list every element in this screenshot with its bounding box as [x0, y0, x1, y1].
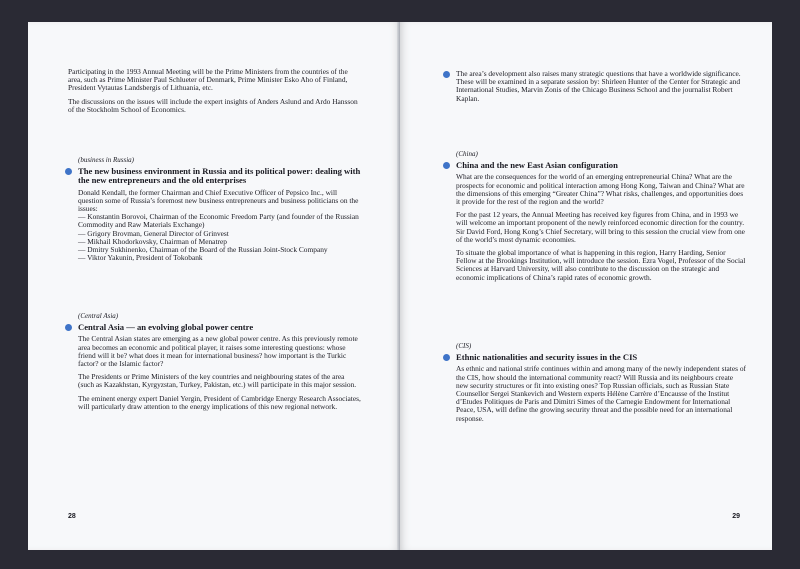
section-tag: (business in Russia) — [78, 156, 134, 164]
central-asia-section — [78, 312, 362, 411]
booklet-spread — [28, 22, 772, 550]
section-heading — [456, 161, 746, 170]
participants-list — [78, 213, 362, 262]
section-heading — [78, 167, 362, 185]
bullet-icon — [443, 354, 450, 361]
page-number: 29 — [732, 513, 740, 520]
section-tag: (China) — [456, 150, 478, 158]
section-heading — [456, 353, 746, 362]
cis-section — [456, 342, 746, 423]
paragraph: The eminent energy expert Daniel Yergin, President of Cambridge Energy Research Associates, will particularly draw attention to the energy implications of this new regional network. — [78, 393, 361, 411]
page-number: 28 — [68, 513, 76, 520]
participant-item: — Konstantin Borovoi, Chairman of the Economic Freedom Party (and founder of the Russian Commodity and Raw Materials Exchange) — [78, 212, 359, 230]
section-tag: (CIS) — [456, 342, 472, 350]
paragraph: The Central Asian states are emerging as a new global power centre. As this previously remote area becomes an economic and political player, it raises some interesting questions: whose friend will it be? what does it mean for international business? how important is the Turkic factor? or the Islamic factor? — [78, 334, 358, 369]
participant-item: — Viktor Yakunin, President of Tokobank — [78, 253, 203, 263]
bullet-icon — [443, 71, 450, 78]
right-page — [400, 22, 772, 550]
section-heading-text: The new business environment in Russia and its political power: dealing with the new entrepreneurs and the old enterprises — [78, 166, 361, 186]
paragraph: To situate the global importance of what is happening in this region, Harry Harding, Senior Fellow at the Brookings Institution, will introduce the session. Ezra Vogel, Professor of the Social Sciences at Harvard University, will also contribute to the discussion on the strategic and economic implications of China’s rapid rates of economic growth. — [456, 248, 746, 282]
left-intro — [68, 68, 358, 114]
russia-section — [78, 156, 362, 262]
section-heading-text: Central Asia — an evolving global power centre — [78, 322, 254, 333]
left-page — [28, 22, 400, 550]
bullet-icon — [65, 168, 72, 175]
intro-paragraph-text: The area’s development also raises many strategic questions that have a worldwide significance. These will be examined in a separate session by: Shirleen Hunter of the Center for Strategic and International Studies, Marvin Zonis of the Chicago Business School and the journalist Robert Kaplan. — [456, 69, 741, 103]
section-intro: Donald Kendall, the former Chairman and Chief Executive Officer of Pepsico Inc., will question some of Russia’s foremost new business entrepreneurs and business politicians on the issues: — [78, 187, 359, 214]
participant-item: — Dmitry Sukhinenko, Chairman of the Board of the Russian Joint-Stock Company — [78, 245, 328, 255]
bullet-icon — [443, 162, 450, 169]
right-intro — [456, 70, 746, 103]
participant-item: — Grigory Brovman, General Director of Grinvest — [78, 228, 229, 238]
section-heading — [78, 323, 362, 332]
section-tag: (Central Asia) — [78, 312, 119, 320]
section-heading-text: Ethnic nationalities and security issues in the CIS — [456, 352, 638, 363]
section-heading-text: China and the new East Asian configuration — [456, 160, 618, 171]
paragraph: The Presidents or Prime Ministers of the key countries and neighbouring states of the area (such as Kazakhstan, Kyrgyzstan, Turkey, Pakistan, etc.) will participate in this major session. — [78, 372, 357, 390]
china-section — [456, 150, 746, 282]
participant-item: — Mikhail Khodorkovsky, Chairman of Menatrep — [78, 236, 227, 246]
intro-paragraph — [456, 70, 746, 103]
intro-paragraph-1: Participating in the 1993 Annual Meeting will be the Prime Ministers from the countries of the area, such as Prime Minister Paul Schlueter of Denmark, Prime Minister Esko Aho of Finland, President Vytautas Landsbergis of Lithuania, etc. — [68, 67, 348, 93]
bullet-icon — [65, 324, 72, 331]
paragraph: What are the consequences for the world of an emerging entrepreneurial China? What are the prospects for economic and political interaction among Hong Kong, Taiwan and China? What are the dimensions of this emerging “Greater China”? What risks, challenges, and opportunities does it provide for the rest of the region and the world? — [456, 172, 745, 207]
paragraph: As ethnic and national strife continues within and among many of the newly independent states of the CIS, how should the international community react? Will Russia and its neighbours create new security structures or fit into existing ones? Top Russian officials, such as Russian State Counsellor Sergei Stankevich and Western experts Hélène Carrère d’Encausse of the Institut d’Etudes Politiques de Paris and Dimitri Simes of the Carnegie Endowment for International Peace, USA, will define the growing security threat and the possible need for an international response. — [456, 364, 747, 423]
paragraph: For the past 12 years, the Annual Meeting has received key figures from China, and in 1993 we will welcome an important proponent of the newly reinforced economic direction for the country. Sir David Ford, Hong Kong’s Chief Secretary, will bring to this session the crucial view from one of the world’s most dynamic economies. — [456, 210, 745, 244]
intro-paragraph-2: The discussions on the issues will include the expert insights of Anders Aslund and Ardo Hansson of the Stockholm School of Economics. — [68, 96, 358, 114]
